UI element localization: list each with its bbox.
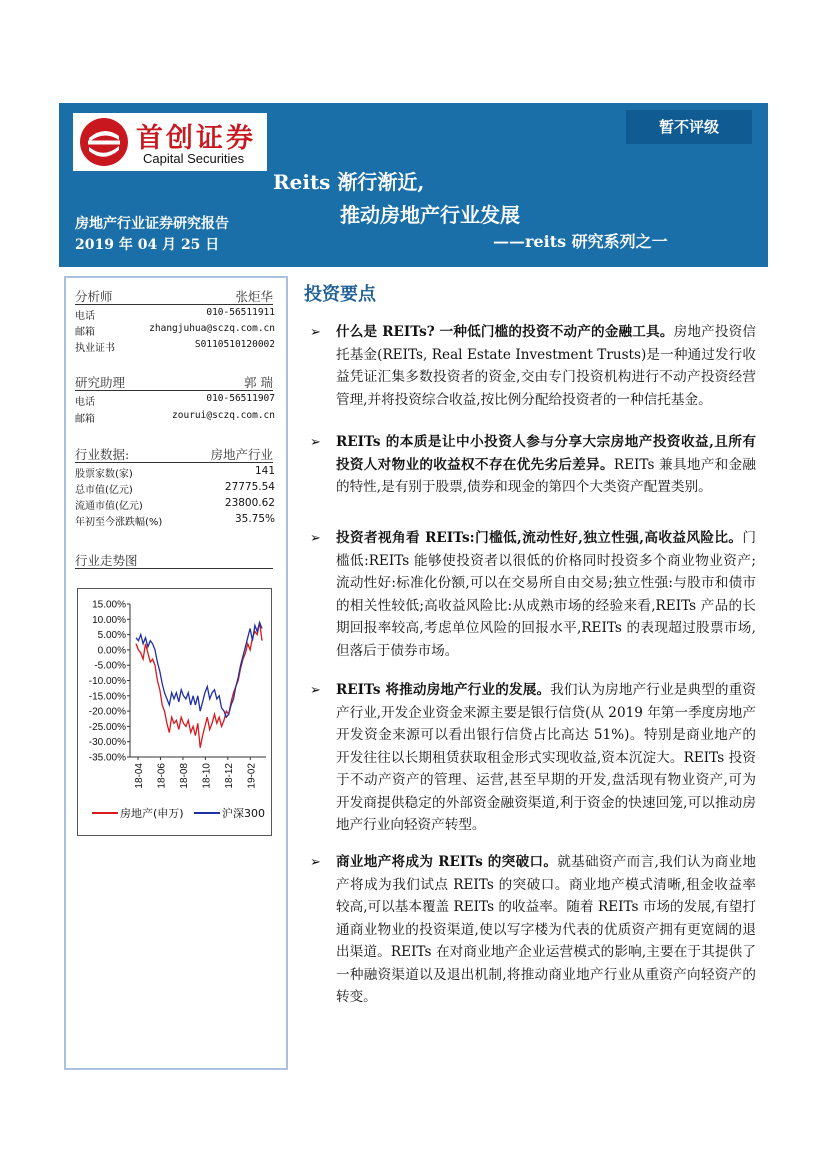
analyst-label: 分析师: [75, 289, 113, 304]
analyst-phone: 010-56511911: [206, 307, 275, 318]
report-subtitle: ——reits 研究系列之一: [493, 232, 668, 251]
bullet-arrow-icon: ➢: [310, 531, 321, 546]
x-tick-label: 18-08: [178, 763, 190, 789]
y-tick-label: -30.00%: [88, 737, 126, 749]
analyst-header: [75, 287, 273, 305]
y-tick-label: -5.00%: [94, 660, 126, 672]
industry-data-label: 行业数据:: [75, 447, 130, 462]
phone-label: 电话: [75, 397, 95, 408]
industry-row-label: 年初至今涨跌幅(%): [75, 517, 163, 528]
bullet-arrow-icon: ➢: [310, 855, 321, 870]
series-line-0: [136, 622, 262, 747]
bullet-paragraph: [336, 679, 756, 837]
rating-badge: 暂不评级: [626, 110, 752, 144]
section-title: 投资要点: [304, 284, 376, 305]
bullet-lead: 商业地产将成为 REITs 的突破口。: [336, 854, 558, 870]
assistant-email[interactable]: zourui@sczq.com.cn: [172, 410, 275, 421]
bullet-paragraph: [336, 851, 756, 1009]
logo-english-name: Capital Securities: [143, 151, 245, 166]
x-tick-label: 18-12: [223, 763, 235, 789]
bullet-text: REITs 兼具地产和金融的特性,是有别于股票,债券和现金的第四个大类资产配置类别。: [336, 456, 757, 495]
logo-emblem-icon: [79, 117, 129, 167]
y-tick-label: 5.00%: [97, 630, 126, 642]
y-tick-label: -20.00%: [88, 706, 126, 718]
legend-label-0: 房地产(申万): [120, 807, 184, 820]
bullet-arrow-icon: ➢: [310, 325, 321, 340]
bullet-text: 房地产投资信托基金(REITs, Real Estate Investment Trusts)是一种通过发行收益凭证汇集多数投资者的资金,交由专门投资机构进行不动产投资经营管理,并将投资综合收益,按比例分配给投资者的一种信托基金。: [336, 324, 757, 408]
legend-label-1: 沪深300: [222, 807, 265, 820]
bullet-lead: 什么是 REITs? 一种低门槛的投资不动产的金融工具。: [336, 324, 674, 340]
y-tick-label: -25.00%: [88, 721, 126, 733]
assistant-name: 郭 瑞: [244, 375, 273, 390]
y-tick-label: -15.00%: [88, 691, 126, 703]
industry-row-value: 141: [254, 465, 275, 477]
bullet-lead: 投资者视角看 REITs:门槛低,流动性好,独立性强,高收益风险比。: [336, 530, 743, 546]
analyst-cert: S0110510120002: [194, 339, 275, 350]
trend-chart-label: 行业走势图: [75, 553, 138, 568]
phone-label: 电话: [75, 311, 95, 322]
y-tick-label: 0.00%: [97, 645, 126, 657]
bullet-arrow-icon: ➢: [310, 435, 321, 450]
bullet-arrow-icon: ➢: [310, 683, 321, 698]
bullet-text: 门槛低:REITs 能够使投资者以很低的价格同时投资多个商业物业资产;流动性好:标准化份额,可以在交易所自由交易;独立性强:与股市和债市的相关性较低;高收益风险比:从成熟市场的经验来看,REITs 产品的长期回报率较高,考虑单位风险的回报水平,REITs 的表现超过股票市场,但落后于债券市场。: [336, 530, 756, 659]
report-title-line1: Reits 渐行渐近,: [273, 170, 425, 194]
assistant-header: [75, 373, 273, 391]
bullet-paragraph: [336, 527, 756, 662]
industry-row-label: 总市值(亿元): [75, 485, 133, 496]
assistant-phone: 010-56511907: [206, 393, 275, 404]
industry-row-value: 23800.62: [224, 497, 275, 509]
cert-label: 执业证书: [75, 343, 115, 354]
series-line-1: [136, 622, 262, 717]
assistant-label: 研究助理: [75, 375, 126, 390]
x-tick-label: 18-10: [201, 763, 213, 789]
industry-row-label: 股票家数(家): [75, 469, 133, 480]
x-tick-label: 18-06: [156, 763, 168, 789]
bullet-text: 我们认为房地产行业是典型的重资产行业,开发企业资金来源主要是银行信贷(从 2019 年第一季度房地产开发资金来源可以看出银行信贷占比高达 51%)。特别是商业地产的开发往往以长期租赁获取租金形式实现收益,资本沉淀大。REITs 投资于不动产资产的管理、运营,甚至早期的开发,盘活现有物业资产,可为开发商提供稳定的外部资金融资渠道,利于资金的快速回笼,可以推动房地产行业向轻资产转型。: [336, 682, 756, 833]
report-type: 房地产行业证券研究报告: [75, 216, 229, 232]
bullet-text: 就基础资产而言,我们认为商业地产将成为我们试点 REITs 的突破口。商业地产模式清晰,租金收益率较高,可以基本覆盖 REITs 的收益率。随着 REITs 市场的发展,有望打通商业物业的投资渠道,使以写字楼为代表的优质资产拥有更宽阔的退出渠道。REITs 在对商业地产企业运营模式的影响,主要在于其提供了一种融资渠道以及退出机制,将推动商业地产行业从重资产向轻资产的转变。: [336, 854, 756, 1005]
y-tick-label: 10.00%: [92, 614, 126, 626]
company-logo: [73, 113, 267, 171]
industry-row-label: 流通市值(亿元): [75, 501, 143, 512]
y-tick-label: -35.00%: [88, 752, 126, 764]
bullet-lead: REITs 将推动房地产行业的发展。: [336, 682, 551, 698]
bullet-paragraph: [336, 431, 756, 499]
industry-row-value: 35.75%: [234, 513, 275, 525]
email-label: 邮箱: [75, 414, 95, 425]
x-tick-label: 19-02: [246, 763, 258, 789]
industry-row-value: 27775.54: [224, 481, 275, 493]
industry-data-header: [75, 445, 273, 463]
y-tick-label: 15.00%: [92, 599, 126, 611]
industry-name: 房地产行业: [210, 447, 273, 462]
bullet-lead: REITs 的本质是让中小投资人参与分享大宗房地产投资收益,且所有投资人对物业的收益权不存在优先劣后差异。: [336, 434, 756, 473]
report-title-line2: 推动房地产行业发展: [340, 203, 520, 227]
trend-chart: [78, 589, 271, 835]
logo-chinese-name: 首创证券: [136, 123, 256, 154]
email-label: 邮箱: [75, 327, 95, 338]
bullet-paragraph: [336, 321, 756, 411]
trend-chart-header: [75, 551, 273, 569]
y-tick-label: -10.00%: [88, 676, 126, 687]
x-tick-label: 18-04: [134, 763, 145, 789]
report-date: 2019 年 04 月 25 日: [75, 237, 220, 253]
trend-chart-frame: [77, 588, 272, 836]
analyst-name: 张炬华: [235, 289, 273, 304]
analyst-email[interactable]: zhangjuhua@sczq.com.cn: [149, 323, 275, 334]
